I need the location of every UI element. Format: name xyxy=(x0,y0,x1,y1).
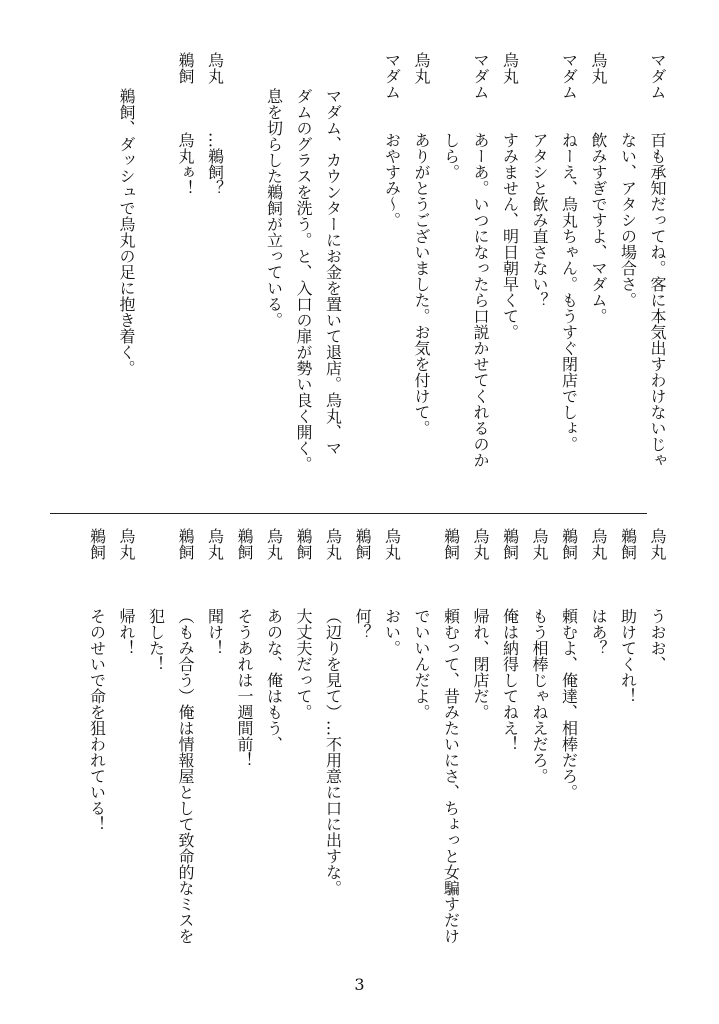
blank-line xyxy=(230,52,260,504)
dialogue-line xyxy=(643,52,673,504)
speaker-name: 鵜飼 xyxy=(500,528,520,560)
dialogue-line xyxy=(318,528,348,968)
line-text: あのな、俺はもう、 xyxy=(264,608,284,752)
dialogue-line xyxy=(554,528,584,968)
line-text: すみません、明日朝早くて。 xyxy=(500,132,520,340)
line-text: うおお、 xyxy=(648,608,667,672)
dialogue-line xyxy=(377,528,407,968)
speaker-name: 鵜飼 xyxy=(176,528,195,560)
line-text: 頼むよ、俺達、相棒だろ。 xyxy=(559,608,579,800)
speaker-name: 烏丸 xyxy=(205,528,225,560)
line-text: 帰れ、閉店だ。 xyxy=(471,608,490,720)
dialogue-line xyxy=(171,528,201,968)
line-text: 助けてくれ！ xyxy=(618,608,638,704)
speaker-name: 鵜飼 xyxy=(441,528,461,560)
dialogue-line xyxy=(466,52,496,504)
dialogue-line xyxy=(466,528,496,968)
dialogue-continuation xyxy=(436,52,466,504)
line-text: アタシと飲み直さない？ xyxy=(530,132,549,308)
line-text: 帰れ！ xyxy=(117,608,136,656)
speaker-name: 烏丸 xyxy=(589,528,608,560)
dialogue-line xyxy=(643,528,673,968)
dialogue-line xyxy=(112,528,142,968)
upper-script-block xyxy=(50,52,672,504)
dialogue-line xyxy=(171,52,201,504)
line-text: もう相棒じゃねえだろ。 xyxy=(530,608,549,784)
speaker-name: マダム xyxy=(382,52,402,100)
speaker-name: 烏丸 xyxy=(412,52,431,84)
dialogue-line xyxy=(436,528,466,968)
line-text: マダム、カウンターにお金を置いて退店。烏丸、マ xyxy=(323,88,343,456)
speaker-name: 鵜飼 xyxy=(618,528,638,560)
line-text: 百も承知だってね。客に本気出すわけないじゃ xyxy=(648,132,667,468)
dialogue-line xyxy=(230,528,260,968)
dialogue-continuation xyxy=(141,528,171,968)
speaker-name: 烏丸 xyxy=(323,528,343,560)
dialogue-line xyxy=(377,52,407,504)
line-text: （辺りを見て）…不用意に口に出すな。 xyxy=(323,608,343,896)
blank-line xyxy=(141,52,171,504)
lower-columns xyxy=(50,528,672,968)
dialogue-line xyxy=(82,528,112,968)
upper-columns xyxy=(50,52,672,504)
dialogue-line xyxy=(200,528,230,968)
dialogue-line xyxy=(525,528,555,968)
speaker-name: 烏丸 xyxy=(471,528,490,560)
line-text: はあ？ xyxy=(589,608,608,656)
stage-direction xyxy=(112,52,142,504)
line-text: ダムのグラスを洗う。と、入口の扉が勢い良く開く。 xyxy=(294,88,313,472)
line-text: ねーえ、烏丸ちゃん。もうすぐ閉店でしょ。 xyxy=(559,132,579,452)
line-text: そのせいで命を狙われている！ xyxy=(87,608,107,832)
speaker-name: 鵜飼 xyxy=(353,528,372,560)
dialogue-line xyxy=(289,528,319,968)
dialogue-line xyxy=(200,52,230,504)
speaker-name: 鵜飼 xyxy=(235,528,254,560)
dialogue-line xyxy=(554,52,584,504)
speaker-name: 烏丸 xyxy=(500,52,520,84)
dialogue-line xyxy=(584,528,614,968)
line-text: しら。 xyxy=(441,132,461,180)
dialogue-line xyxy=(495,528,525,968)
line-text: そうあれは一週間前！ xyxy=(235,608,254,768)
section-divider xyxy=(50,513,647,514)
line-text: （もみ合う）俺は情報屋として致命的なミスを xyxy=(176,608,195,944)
dialogue-line xyxy=(259,528,289,968)
line-text: ない、アタシの場合さ。 xyxy=(618,132,638,308)
line-text: 飲みすぎですよ、マダム。 xyxy=(589,132,608,324)
line-text: でいいんだよ。 xyxy=(412,608,431,720)
line-text: 俺は納得してねえ！ xyxy=(500,608,520,752)
line-text: 大丈夫だって。 xyxy=(294,608,313,720)
line-text: あーあ。いつになったら口説かせてくれるのか xyxy=(471,132,490,468)
dialogue-line xyxy=(613,528,643,968)
speaker-name: 鵜飼 xyxy=(559,528,579,560)
speaker-name: マダム xyxy=(559,52,579,100)
line-text: …鵜飼？ xyxy=(205,132,225,196)
stage-direction xyxy=(259,52,289,504)
dialogue-line xyxy=(495,52,525,504)
speaker-name: 烏丸 xyxy=(530,528,549,560)
line-text: 頼むって、昔みたいにさ、ちょっと女騙すだけ xyxy=(441,608,461,944)
speaker-name: 鵜飼 xyxy=(294,528,313,560)
line-text: 鵜飼、ダッシュで烏丸の足に抱き着く。 xyxy=(117,88,136,376)
speaker-name: 烏丸 xyxy=(589,52,608,84)
dialogue-continuation xyxy=(525,52,555,504)
line-text: 烏丸ぁ！ xyxy=(176,132,195,196)
dialogue-line xyxy=(407,52,437,504)
speaker-name: 烏丸 xyxy=(382,528,402,560)
speaker-name: マダム xyxy=(471,52,490,100)
speaker-name: 烏丸 xyxy=(648,528,667,560)
line-text: ありがとうございました。お気を付けて。 xyxy=(412,132,431,436)
speaker-name: 鵜飼 xyxy=(87,528,107,560)
dialogue-line xyxy=(348,528,378,968)
line-text: 犯した！ xyxy=(146,608,166,672)
line-text: おやすみ〜。 xyxy=(382,132,402,228)
speaker-name: 鵜飼 xyxy=(176,52,195,84)
stage-direction xyxy=(318,52,348,504)
line-text: 何？ xyxy=(353,608,372,640)
dialogue-line xyxy=(584,52,614,504)
dialogue-continuation xyxy=(407,528,437,968)
stage-direction xyxy=(289,52,319,504)
line-text: 息を切らした鵜飼が立っている。 xyxy=(264,88,284,328)
speaker-name: マダム xyxy=(648,52,667,100)
page-number: 3 xyxy=(354,975,365,994)
dialogue-continuation xyxy=(613,52,643,504)
speaker-name: 烏丸 xyxy=(205,52,225,84)
speaker-name: 烏丸 xyxy=(264,528,284,560)
lower-script-block xyxy=(50,528,672,968)
blank-line xyxy=(348,52,378,504)
line-text: おい。 xyxy=(382,608,402,656)
line-text: 聞け！ xyxy=(205,608,225,656)
speaker-name: 烏丸 xyxy=(117,528,136,560)
